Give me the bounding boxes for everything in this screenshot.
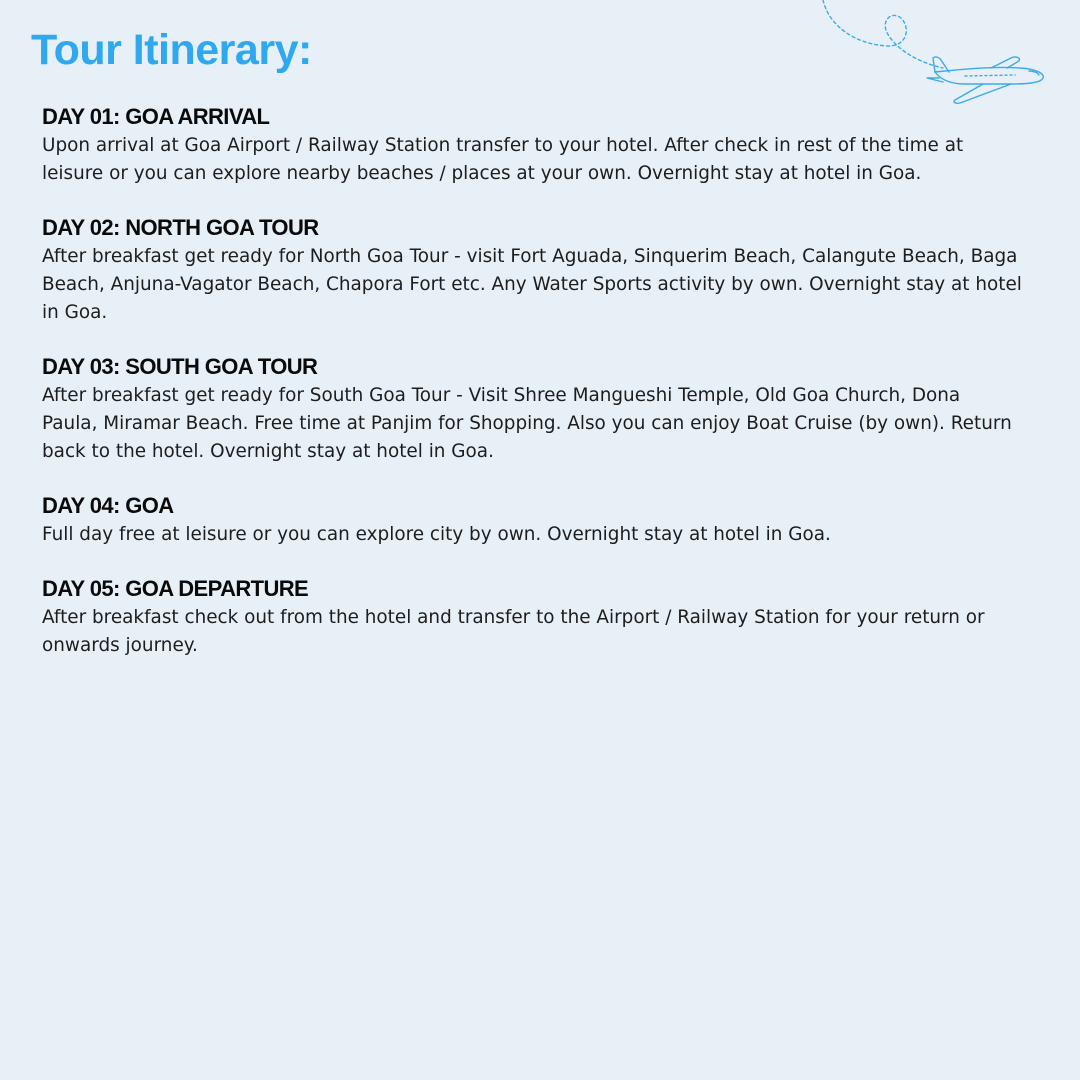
itinerary-list <box>42 102 1072 685</box>
day-heading: DAY 05: GOA DEPARTURE <box>42 576 309 601</box>
day-heading: DAY 03: SOUTH GOA TOUR <box>42 354 318 379</box>
itinerary-day-1 <box>42 102 1072 188</box>
day-description: After breakfast get ready for South Goa Tour - Visit Shree Mangueshi Temple, Old Goa Church, Dona Paula, Miramar Beach. Free time at Panjim for Shopping. Also you can enjoy Boat Cruise (by own). Return back to the hotel. Overnight stay at hotel in Goa. <box>42 385 1012 462</box>
day-heading: DAY 01: GOA ARRIVAL <box>42 104 270 129</box>
day-description: After breakfast get ready for North Goa Tour - visit Fort Aguada, Sinquerim Beach, Calangute Beach, Baga Beach, Anjuna-Vagator Beach, Chapora Fort etc. Any Water Sports activity by own. Overnight stay at hotel in Goa. <box>42 246 1022 323</box>
day-heading: DAY 02: NORTH GOA TOUR <box>42 215 319 240</box>
day-description: Upon arrival at Goa Airport / Railway Station transfer to your hotel. After check in rest of the time at leisure or you can explore nearby beaches / places at your own. Overnight stay at hotel in Goa. <box>42 135 964 184</box>
itinerary-day-3 <box>42 352 1072 466</box>
itinerary-day-4 <box>42 491 1072 549</box>
page-title: Tour Itinerary: <box>31 26 312 74</box>
airplane-flight-path-icon <box>815 0 1055 110</box>
itinerary-day-5 <box>42 574 1072 660</box>
day-description: After breakfast check out from the hotel and transfer to the Airport / Railway Station for your return or onwards journey. <box>42 607 985 656</box>
day-description: Full day free at leisure or you can explore city by own. Overnight stay at hotel in Goa. <box>42 524 831 545</box>
day-heading: DAY 04: GOA <box>42 493 174 518</box>
itinerary-day-2 <box>42 213 1072 327</box>
